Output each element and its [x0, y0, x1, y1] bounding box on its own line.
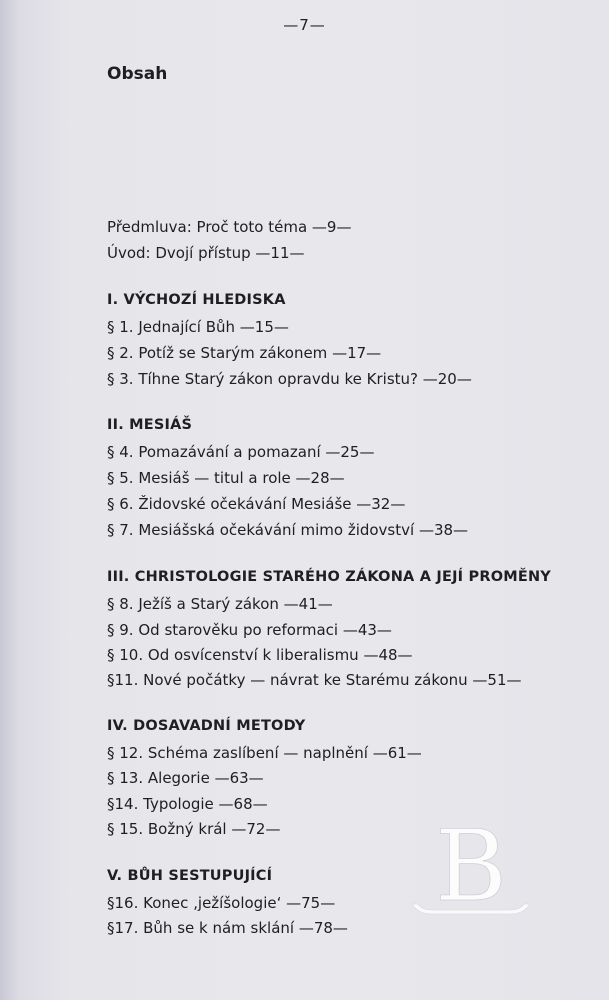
toc-entry-preface: Předmluva: Proč toto téma —9— — [107, 218, 352, 236]
section-heading-3: III. CHRISTOLOGIE STARÉHO ZÁKONA A JEJÍ PROMĚNY — [107, 569, 551, 585]
toc-entry-introduction: Úvod: Dvojí přístup —11— — [107, 244, 305, 262]
watermark-letter: B — [434, 818, 508, 922]
toc-entry: § 5. Mesiáš — titul a role —28— — [107, 469, 345, 487]
toc-entry: § 6. Židovské očekávání Mesiáše —32— — [107, 495, 406, 513]
toc-entry: § 9. Od starověku po reformaci —43— — [107, 621, 392, 639]
toc-entry: § 2. Potíž se Starým zákonem —17— — [107, 344, 382, 362]
toc-entry: § 13. Alegorie —63— — [107, 769, 264, 787]
toc-entry: §17. Bůh se k nám sklání —78— — [107, 919, 348, 937]
toc-entry: § 10. Od osvícenství k liberalismu —48— — [107, 646, 413, 664]
section-heading-2: II. MESIÁŠ — [107, 417, 193, 433]
toc-entry: § 4. Pomazávání a pomazaní —25— — [107, 443, 375, 461]
toc-entry: § 3. Tíhne Starý zákon opravdu ke Kristu? —20— — [107, 370, 472, 388]
section-heading-5: V. BŮH SESTUPUJÍCÍ — [107, 868, 273, 884]
toc-entry: §16. Konec ‚ježíšologie‘ —75— — [107, 894, 336, 912]
toc-entry: § 15. Božný král —72— — [107, 820, 281, 838]
page-number: —7— — [283, 16, 326, 34]
toc-title: Obsah — [107, 64, 168, 84]
toc-entry: §11. Nové počátky — návrat ke Starému zákonu —51— — [107, 671, 522, 689]
toc-entry: § 8. Ježíš a Starý zákon —41— — [107, 595, 333, 613]
toc-entry: § 12. Schéma zaslíbení — naplnění —61— — [107, 744, 422, 762]
toc-entry: § 7. Mesiášská očekávání mimo židovství —38— — [107, 521, 469, 539]
toc-entry: § 1. Jednající Bůh —15— — [107, 318, 289, 336]
section-heading-4: IV. DOSAVADNÍ METODY — [107, 718, 306, 734]
section-heading-1: I. VÝCHOZÍ HLEDISKA — [107, 292, 286, 308]
b-logo-watermark — [410, 818, 532, 922]
toc-entry: §14. Typologie —68— — [107, 795, 268, 813]
